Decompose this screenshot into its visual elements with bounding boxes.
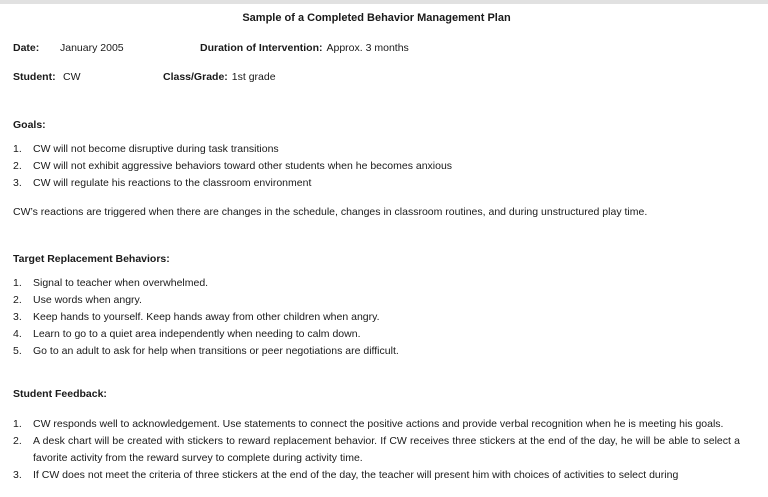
- list-item-number: 5.: [13, 345, 22, 357]
- student-feedback-heading: Student Feedback:: [13, 388, 107, 400]
- list-item-number: 1.: [13, 277, 22, 289]
- window-top-edge: [0, 0, 768, 4]
- date-value: January 2005: [60, 42, 124, 54]
- list-item-text: CW will not exhibit aggressive behaviors toward other students when he becomes anxious: [33, 160, 453, 172]
- student-value: CW: [63, 71, 81, 83]
- list-item-number: 3.: [13, 469, 22, 481]
- target-replacement-heading: Target Replacement Behaviors:: [13, 253, 170, 265]
- document-page: [0, 10, 768, 484]
- list-item-text: CW will not become disruptive during task transitions: [33, 143, 279, 155]
- list-item-number: 2.: [13, 435, 22, 447]
- list-item-number: 1.: [13, 143, 22, 155]
- list-item: [13, 292, 740, 309]
- list-item: [13, 467, 740, 484]
- class-grade-value: 1st grade: [231, 71, 276, 83]
- goals-list: [13, 141, 740, 192]
- list-item-text: Learn to go to a quiet area independently when needing to calm down.: [33, 328, 361, 340]
- list-item: [13, 326, 740, 343]
- list-item-number: 4.: [13, 328, 22, 340]
- list-item-text: A desk chart will be created with stickers to reward replacement behavior. If CW receives three stickers at the end of the day, he will be able to select a favorite activity from the reward survey to complete during activity time.: [33, 435, 740, 464]
- list-item-number: 2.: [13, 160, 22, 172]
- goals-heading: Goals:: [13, 119, 46, 131]
- list-item: [13, 275, 740, 292]
- list-item-number: 3.: [13, 311, 22, 323]
- student-feedback-list: [13, 416, 740, 484]
- document-title: Sample of a Completed Behavior Management Plan: [242, 12, 511, 24]
- list-item-text: CW will regulate his reactions to the classroom environment: [33, 177, 312, 189]
- list-item: [13, 416, 740, 433]
- list-item-text: Signal to teacher when overwhelmed.: [33, 277, 209, 289]
- list-item: [13, 343, 740, 360]
- meta-row-student: [13, 69, 740, 85]
- list-item-text: CW responds well to acknowledgement. Use statements to connect the positive actions and provide verbal recognition when he is meeting his goals.: [33, 418, 724, 430]
- meta-row-date: [13, 40, 740, 56]
- list-item: [13, 158, 740, 175]
- list-item-number: 1.: [13, 418, 22, 430]
- student-label: Student:: [13, 71, 56, 83]
- list-item-text: Keep hands to yourself. Keep hands away from other children when angry.: [33, 311, 380, 323]
- list-item-text: If CW does not meet the criteria of three stickers at the end of the day, the teacher will present him with choices of activities to select during: [33, 469, 679, 481]
- list-item-number: 3.: [13, 177, 22, 189]
- list-item: [13, 141, 740, 158]
- target-replacement-list: [13, 275, 740, 360]
- list-item: [13, 175, 740, 192]
- list-item-text: Go to an adult to ask for help when transitions or peer negotiations are difficult.: [33, 345, 399, 357]
- duration-label: Duration of Intervention:: [200, 42, 323, 54]
- list-item: [13, 309, 740, 326]
- duration-value: Approx. 3 months: [326, 42, 409, 54]
- list-item-text: Use words when angry.: [33, 294, 142, 306]
- goals-trigger-note: CW’s reactions are triggered when there are changes in the schedule, changes in classroom routines, and during unstructured play time.: [13, 206, 648, 218]
- list-item: [13, 433, 740, 467]
- date-label: Date:: [13, 42, 40, 54]
- list-item-number: 2.: [13, 294, 22, 306]
- class-grade-label: Class/Grade:: [163, 71, 228, 83]
